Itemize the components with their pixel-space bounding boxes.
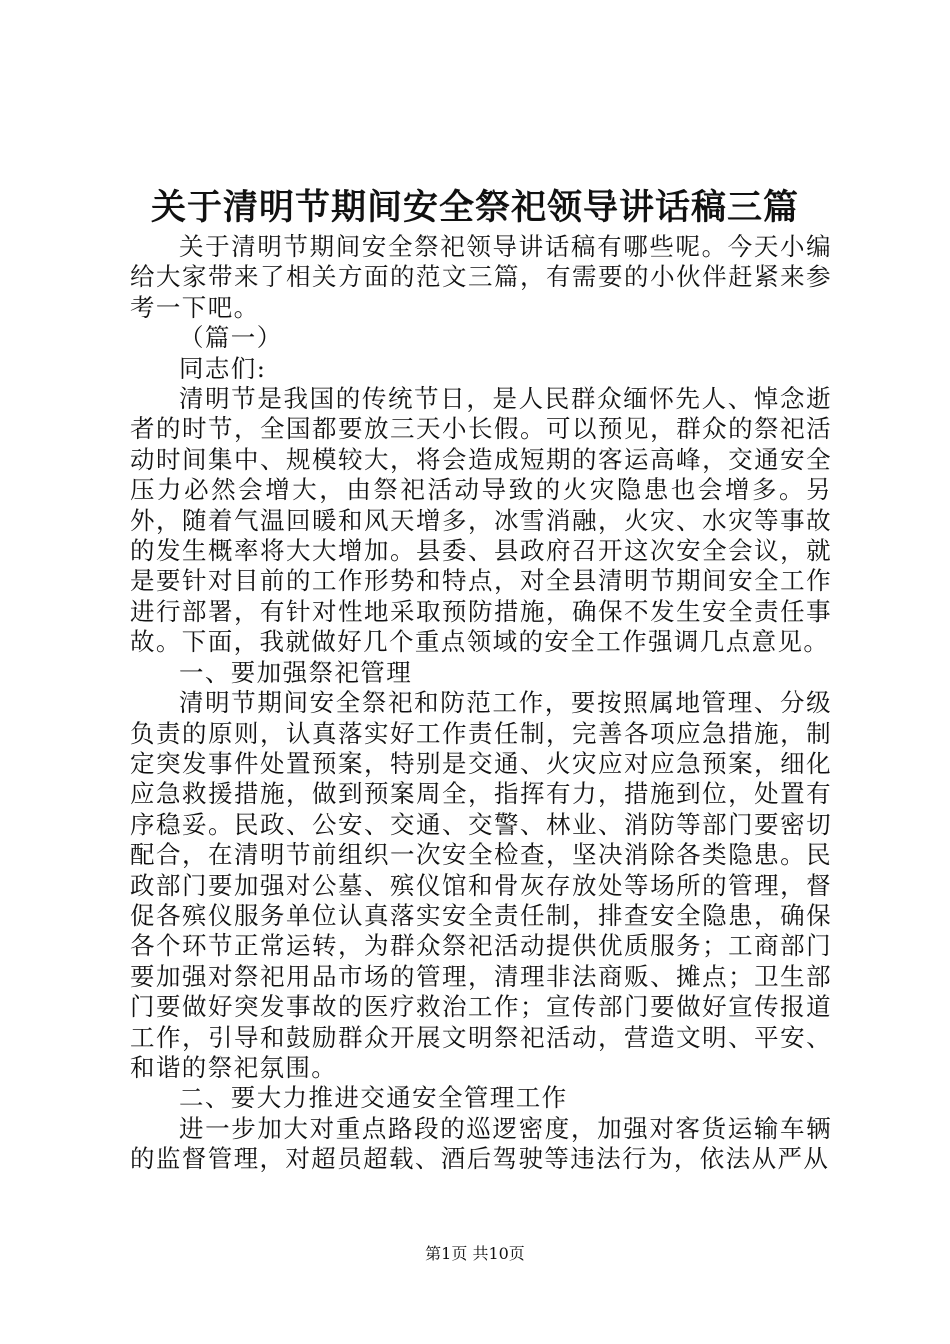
document-title: 关于清明节期间安全祭祀领导讲话稿三篇 bbox=[150, 187, 799, 228]
section-heading: 二、要大力推进交通安全管理工作 bbox=[179, 1083, 568, 1113]
body-paragraph: 清明节期间安全祭祀和防范工作，要按照属地管理、分级负责的原则，认真落实好工作责任制，完善各项应急措施，制定突发事件处置预案，特别是交通、火灾应对应急预案，细化应急救援措施，做到预案周全，指挥有力，措施到位，处置有序稳妥。民政、公安、交通、交警、林业、消防等部门要密切配合，在清明节前组织一次安全检查，坚决消除各类隐患。民政部门要加强对公墓、殡仪馆和骨灰存放处等场所的管理，督促各殡仪服务单位认真落实安全责任制，排查安全隐患，确保各个环节正常运转，为群众祭祀活动提供优质服务；工商部门要加强对祭祀用品市场的管理，清理非法商贩、摊点；卫生部门要做好突发事故的医疗救治工作；宣传部门要做好宣传报道工作，引导和鼓励群众开展文明祭祀活动，营造文明、平安、和谐的祭祀氛围。 bbox=[130, 688, 832, 1082]
section-marker: （篇一） bbox=[179, 323, 283, 353]
document-body bbox=[130, 232, 832, 1175]
body-paragraph: 清明节是我国的传统节日，是人民群众缅怀先人、悼念逝者的时节，全国都要放三天小长假。可以预见，群众的祭祀活动时间集中、规模较大，将会造成短期的客运高峰，交通安全压力必然会增大，由祭祀活动导致的火灾隐患也会增多。另外，随着气温回暖和风天增多，冰雪消融，火灾、水灾等事故的发生概率将大大增加。县委、县政府召开这次安全会议，就是要针对目前的工作形势和特点，对全县清明节期间安全工作进行部署，有针对性地采取预防措施，确保不发生安全责任事故。下面，我就做好几个重点领域的安全工作强调几点意见。 bbox=[130, 384, 832, 657]
section-heading: 一、要加强祭祀管理 bbox=[179, 657, 413, 687]
intro-paragraph: 关于清明节期间安全祭祀领导讲话稿有哪些呢。今天小编给大家带来了相关方面的范文三篇，有需要的小伙伴赶紧来参考一下吧。 bbox=[130, 232, 832, 322]
body-paragraph: 进一步加大对重点路段的巡逻密度，加强对客货运输车辆的监督管理，对超员超载、酒后驾驶等违法行为，依法从严从 bbox=[130, 1113, 832, 1174]
salutation: 同志们: bbox=[179, 353, 267, 383]
page-number-footer: 第1页 共10页 bbox=[425, 1244, 525, 1263]
